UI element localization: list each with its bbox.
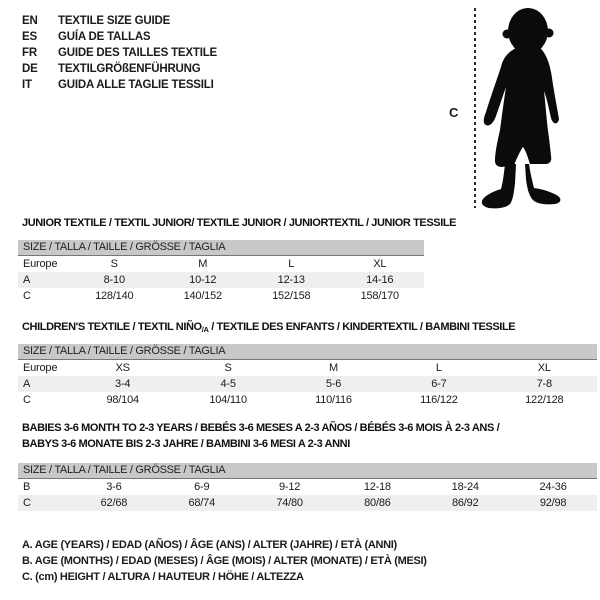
babies-section-title <box>22 420 499 452</box>
size-cell: 140/152 <box>183 290 222 302</box>
row-label: A <box>23 274 31 286</box>
size-cell: M <box>329 362 338 374</box>
size-cell: 110/116 <box>315 394 352 406</box>
table-row <box>18 272 424 288</box>
language-row-it <box>22 77 217 93</box>
size-cell: 8-10 <box>103 274 125 286</box>
size-cell: M <box>198 258 208 270</box>
language-code: ES <box>22 31 37 43</box>
table-row <box>18 256 424 272</box>
language-title: TEXTILGRÖßENFÜHRUNG <box>58 63 201 75</box>
size-header-row: SIZE / TALLA / TAILLE / GRÖSSE / TAGLIA <box>18 463 597 479</box>
row-label: C <box>23 497 31 509</box>
height-figure <box>440 0 600 220</box>
children-title-subscript: /A <box>201 325 209 334</box>
row-label: Europe <box>23 258 58 270</box>
size-cell: 3-6 <box>106 481 122 493</box>
babies-title-line1: BABIES 3-6 MONTH TO 2-3 YEARS / BEBÉS 3-6 MESES A 2-3 AÑOS / BÉBÉS 3-6 MOIS À 2-3 ANS / <box>22 422 500 434</box>
language-code: DE <box>22 63 38 75</box>
size-cell: S <box>110 258 118 270</box>
children-title-suffix: / TEXTILE DES ENFANTS / KINDERTEXTIL / BAMBINI TESSILE <box>208 321 516 333</box>
size-cell: S <box>224 362 232 374</box>
size-cell: 92/98 <box>539 497 567 509</box>
table-row <box>18 479 597 495</box>
language-title: GUIDA ALLE TAGLIE TESSILI <box>58 79 214 91</box>
size-cell: L <box>435 362 442 374</box>
babies-title-line2: BABYS 3-6 MONATE BIS 2-3 JAHRE / BAMBINI 3-6 MESI A 2-3 ANNI <box>22 438 350 450</box>
size-cell: 122/128 <box>525 394 564 406</box>
row-label: C <box>23 394 31 406</box>
size-cell: 6-7 <box>431 378 447 390</box>
size-header-row: SIZE / TALLA / TAILLE / GRÖSSE / TAGLIA <box>18 240 424 256</box>
table-row <box>18 376 597 392</box>
size-cell: 12-13 <box>277 274 305 286</box>
size-cell: XS <box>115 362 130 374</box>
children-title-prefix: CHILDREN'S TEXTILE / TEXTIL NIÑO <box>22 321 202 333</box>
size-cell: 14-16 <box>366 274 394 286</box>
junior-section-title: JUNIOR TEXTILE / TEXTIL JUNIOR/ TEXTILE JUNIOR / JUNIORTEXTIL / JUNIOR TESSILE <box>22 217 457 229</box>
size-cell: 62/68 <box>100 497 128 509</box>
table-row <box>18 288 424 304</box>
size-cell: 152/158 <box>272 290 311 302</box>
size-cell: 86/92 <box>451 497 479 509</box>
size-cell: 98/104 <box>106 394 139 406</box>
size-cell: 5-6 <box>325 378 342 390</box>
size-cell: 68/74 <box>188 497 215 509</box>
language-title: GUÍA DE TALLAS <box>58 31 151 43</box>
size-cell: 7-8 <box>536 378 552 390</box>
junior-size-table <box>18 240 424 304</box>
table-row <box>18 360 597 376</box>
legend-notes <box>22 537 427 585</box>
size-cell: 6-9 <box>194 481 210 493</box>
children-size-table <box>18 344 597 408</box>
note-height-cm: C. (cm) HEIGHT / ALTURA / HAUTEUR / HÖHE / ALTEZZA <box>22 571 304 583</box>
size-cell: 10-12 <box>189 274 217 286</box>
language-list <box>22 13 217 93</box>
size-cell: 12-18 <box>363 481 391 493</box>
size-cell: L <box>288 258 295 270</box>
language-title: TEXTILE SIZE GUIDE <box>58 15 171 27</box>
children-section-title <box>22 319 515 338</box>
size-cell: XL <box>537 362 551 374</box>
row-label: B <box>23 481 31 493</box>
language-row-es <box>22 29 217 45</box>
size-cell: 116/122 <box>420 394 458 406</box>
note-age-months: B. AGE (MONTHS) / EDAD (MESES) / ÂGE (MOIS) / ALTER (MONATE) / ETÀ (MESI) <box>22 555 427 567</box>
row-label: C <box>23 290 31 302</box>
language-row-en <box>22 13 217 29</box>
size-cell: 80/86 <box>364 497 391 509</box>
size-cell: 158/170 <box>360 290 399 302</box>
baby-silhouette-icon <box>440 0 600 220</box>
size-header-row: SIZE / TALLA / TAILLE / GRÖSSE / TAGLIA <box>18 344 597 360</box>
note-age-years: A. AGE (YEARS) / EDAD (AÑOS) / ÂGE (ANS) / ALTER (JAHRE) / ETÀ (ANNI) <box>22 539 397 551</box>
size-cell: XL <box>373 258 387 270</box>
size-cell: 74/80 <box>276 497 303 509</box>
size-cell: 4-5 <box>220 378 236 390</box>
language-code: EN <box>22 15 38 27</box>
size-cell: 18-24 <box>451 481 479 493</box>
language-title: GUIDE DES TAILLES TEXTILE <box>58 47 217 59</box>
babies-size-table <box>18 463 597 511</box>
language-code: FR <box>22 47 37 59</box>
size-cell: 24-36 <box>539 481 567 493</box>
language-code: IT <box>22 79 32 91</box>
height-c-label: C <box>449 105 459 120</box>
row-label: Europe <box>23 362 58 374</box>
size-cell: 3-4 <box>115 378 131 390</box>
size-cell: 9-12 <box>278 481 301 493</box>
table-row <box>18 392 597 408</box>
table-row <box>18 495 597 511</box>
language-row-de <box>22 61 217 77</box>
row-label: A <box>23 378 31 390</box>
size-cell: 128/140 <box>95 290 134 302</box>
size-cell: 104/110 <box>209 394 247 406</box>
language-row-fr <box>22 45 217 61</box>
